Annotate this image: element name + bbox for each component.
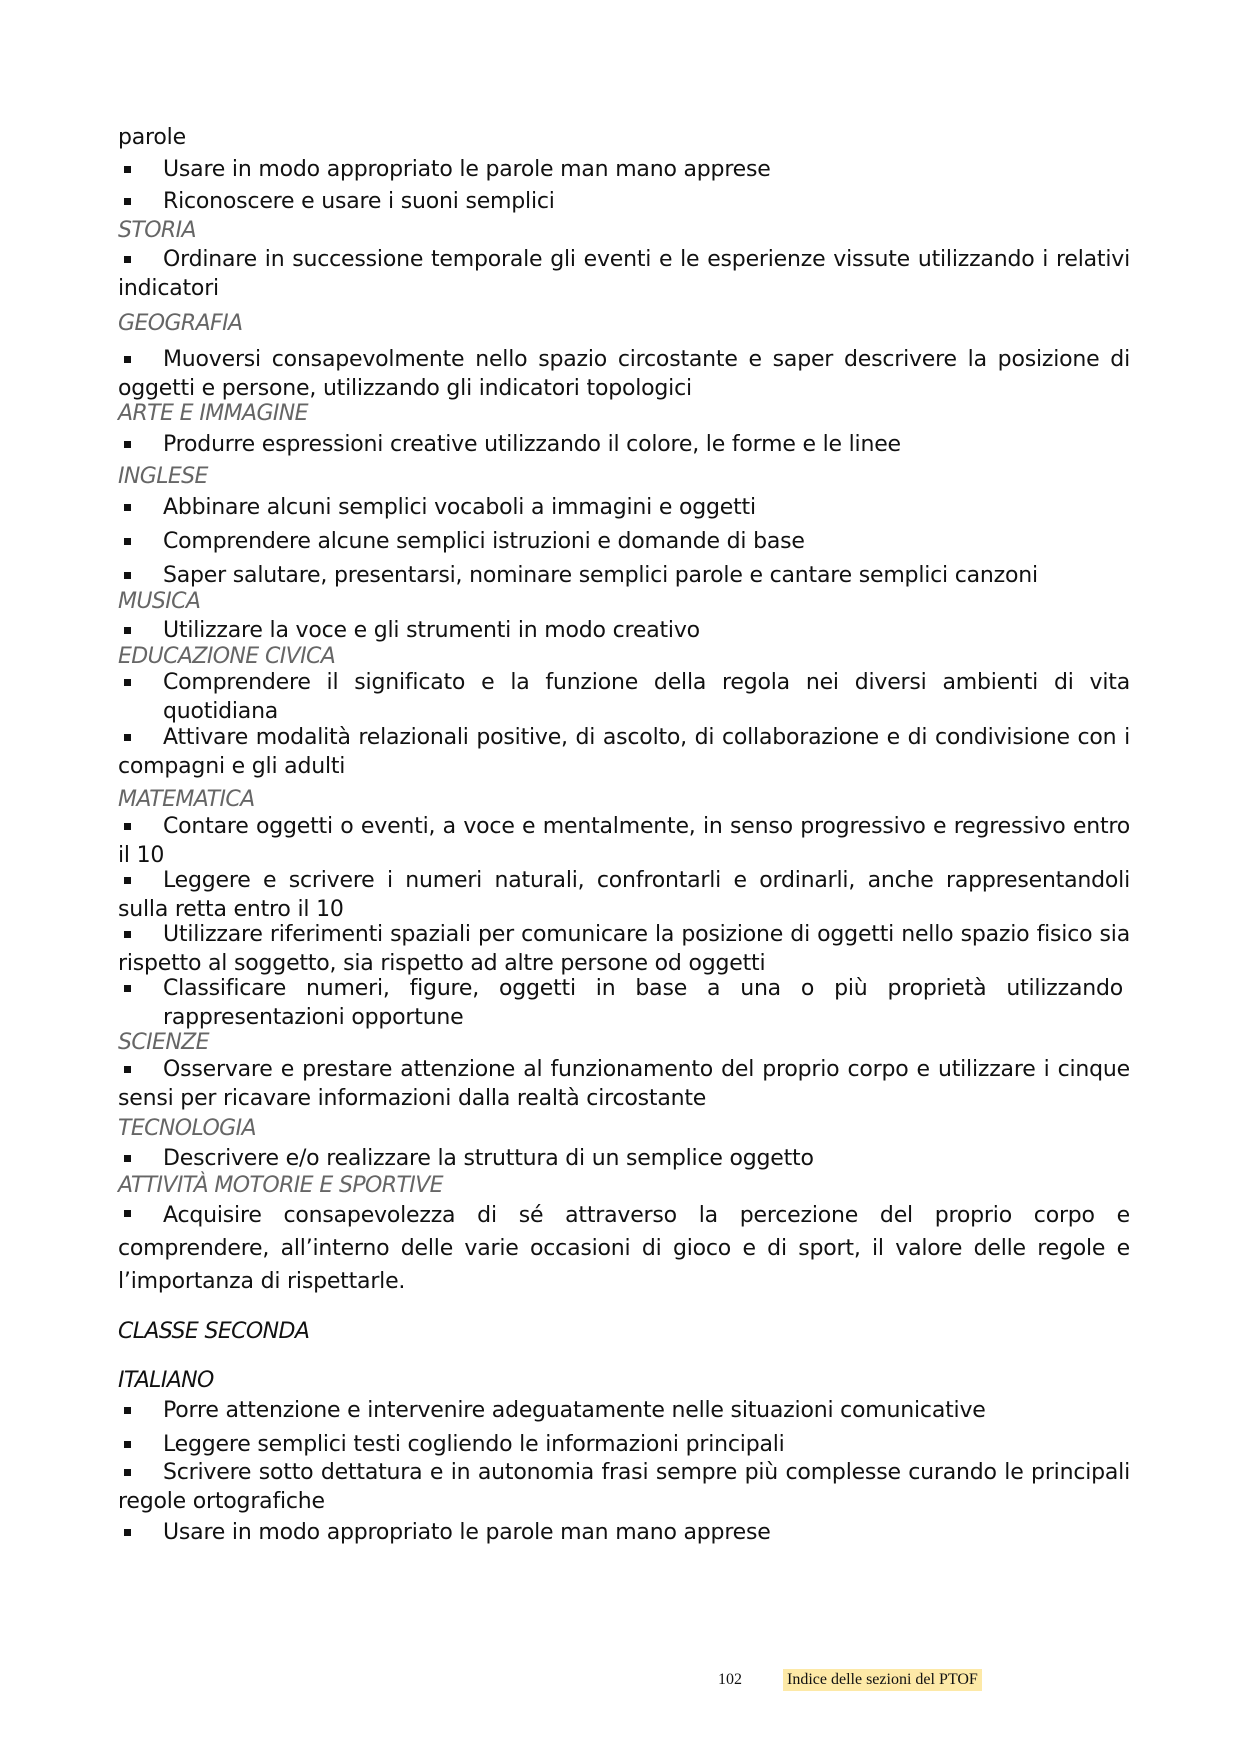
- bullet-icon: [124, 1407, 131, 1414]
- bullet-item: Leggere semplici testi cogliendo le informazioni principali: [118, 1430, 1130, 1459]
- bullet-item: Abbinare alcuni semplici vocaboli a immagini e oggetti: [118, 493, 1130, 522]
- section-heading: GEOGRAFIA: [118, 311, 243, 336]
- bullet-icon: [124, 1529, 131, 1536]
- bullet-icon: [124, 679, 131, 686]
- text-line: parole: [118, 125, 186, 150]
- bullet-item: Leggere e scrivere i numeri naturali, confrontarli e ordinarli, anche rappresentandoli sulla retta entro il 10: [118, 868, 1130, 922]
- bullet-item: Porre attenzione e intervenire adeguatamente nelle situazioni comunicative: [118, 1396, 1130, 1425]
- section-heading: EDUCAZIONE CIVICA: [118, 644, 336, 669]
- bullet-icon: [124, 504, 131, 511]
- page-number: 102: [718, 1671, 742, 1688]
- section-heading: MATEMATICA: [118, 787, 255, 812]
- bullet-icon: [124, 1155, 131, 1162]
- bullet-icon: [124, 256, 131, 263]
- section-heading: ATTIVITÀ MOTORIE E SPORTIVE: [118, 1173, 443, 1198]
- bullet-icon: [124, 1441, 131, 1448]
- subject-heading: ITALIANO: [118, 1368, 214, 1393]
- bullet-item: Attivare modalità relazionali positive, di ascolto, di collaborazione e di condivisione con i compagni e gli adulti: [118, 725, 1130, 779]
- section-heading: INGLESE: [118, 464, 208, 489]
- bullet-item: Utilizzare la voce e gli strumenti in modo creativo: [118, 616, 1130, 645]
- bullet-icon: [124, 441, 131, 448]
- bullet-icon: [124, 572, 131, 579]
- page-footer: [0, 1667, 1243, 1693]
- bullet-item: Contare oggetti o eventi, a voce e mentalmente, in senso progressivo e regressivo entro il 10: [118, 814, 1130, 868]
- bullet-item: Ordinare in successione temporale gli eventi e le esperienze vissute utilizzando i relativi indicatori: [118, 247, 1130, 301]
- bullet-icon: [124, 734, 131, 741]
- bullet-icon: [124, 627, 131, 634]
- bullet-item: Osservare e prestare attenzione al funzionamento del proprio corpo e utilizzare i cinque sensi per ricavare informazioni dalla realtà circostante: [118, 1057, 1130, 1111]
- bullet-item: Produrre espressioni creative utilizzando il colore, le forme e le linee: [118, 430, 1130, 459]
- class-heading: CLASSE SECONDA: [118, 1319, 310, 1344]
- bullet-item: Comprendere il significato e la funzione della regola nei diversi ambienti di vita quotidiana: [118, 668, 1130, 726]
- bullet-icon: [124, 823, 131, 830]
- bullet-item: Comprendere alcune semplici istruzioni e domande di base: [118, 527, 1130, 556]
- index-link[interactable]: Indice delle sezioni del PTOF: [783, 1669, 982, 1691]
- bullet-item: Muoversi consapevolmente nello spazio circostante e saper descrivere la posizione di oggetti e persone, utilizzando gli indicatori topologici: [118, 347, 1130, 401]
- bullet-icon: [124, 985, 131, 992]
- bullet-item: Classificare numeri, figure, oggetti in base a una o più proprietà utilizzando rappresentazioni opportune: [118, 974, 1123, 1032]
- bullet-icon: [124, 198, 131, 205]
- bullet-item: Acquisire consapevolezza di sé attraverso la percezione del proprio corpo e comprendere, all’interno delle varie occasioni di gioco e di sport, il valore delle regole e l’importanza di rispettarle.: [118, 1203, 1130, 1294]
- section-heading: STORIA: [118, 218, 196, 243]
- bullet-item: Usare in modo appropriato le parole man mano apprese: [118, 155, 1130, 184]
- bullet-item: Usare in modo appropriato le parole man mano apprese: [118, 1518, 1130, 1547]
- bullet-icon: [124, 538, 131, 545]
- section-heading: TECNOLOGIA: [118, 1116, 256, 1141]
- bullet-icon: [124, 1469, 131, 1476]
- section-heading: SCIENZE: [118, 1030, 209, 1055]
- bullet-icon: [124, 1210, 131, 1217]
- bullet-item: Utilizzare riferimenti spaziali per comunicare la posizione di oggetti nello spazio fisico sia rispetto al soggetto, sia rispetto ad altre persone od oggetti: [118, 922, 1130, 976]
- section-heading: MUSICA: [118, 589, 201, 614]
- bullet-icon: [124, 877, 131, 884]
- bullet-item: Saper salutare, presentarsi, nominare semplici parole e cantare semplici canzoni: [118, 561, 1130, 590]
- bullet-item: Scrivere sotto dettatura e in autonomia frasi sempre più complesse curando le principali regole ortografiche: [118, 1460, 1130, 1514]
- bullet-item: Riconoscere e usare i suoni semplici: [118, 187, 1130, 216]
- section-heading: ARTE E IMMAGINE: [118, 401, 308, 426]
- bullet-icon: [124, 356, 131, 363]
- document-body: [118, 125, 1130, 1547]
- bullet-icon: [124, 166, 131, 173]
- bullet-item: Descrivere e/o realizzare la struttura di un semplice oggetto: [118, 1144, 1130, 1173]
- bullet-icon: [124, 1066, 131, 1073]
- bullet-icon: [124, 931, 131, 938]
